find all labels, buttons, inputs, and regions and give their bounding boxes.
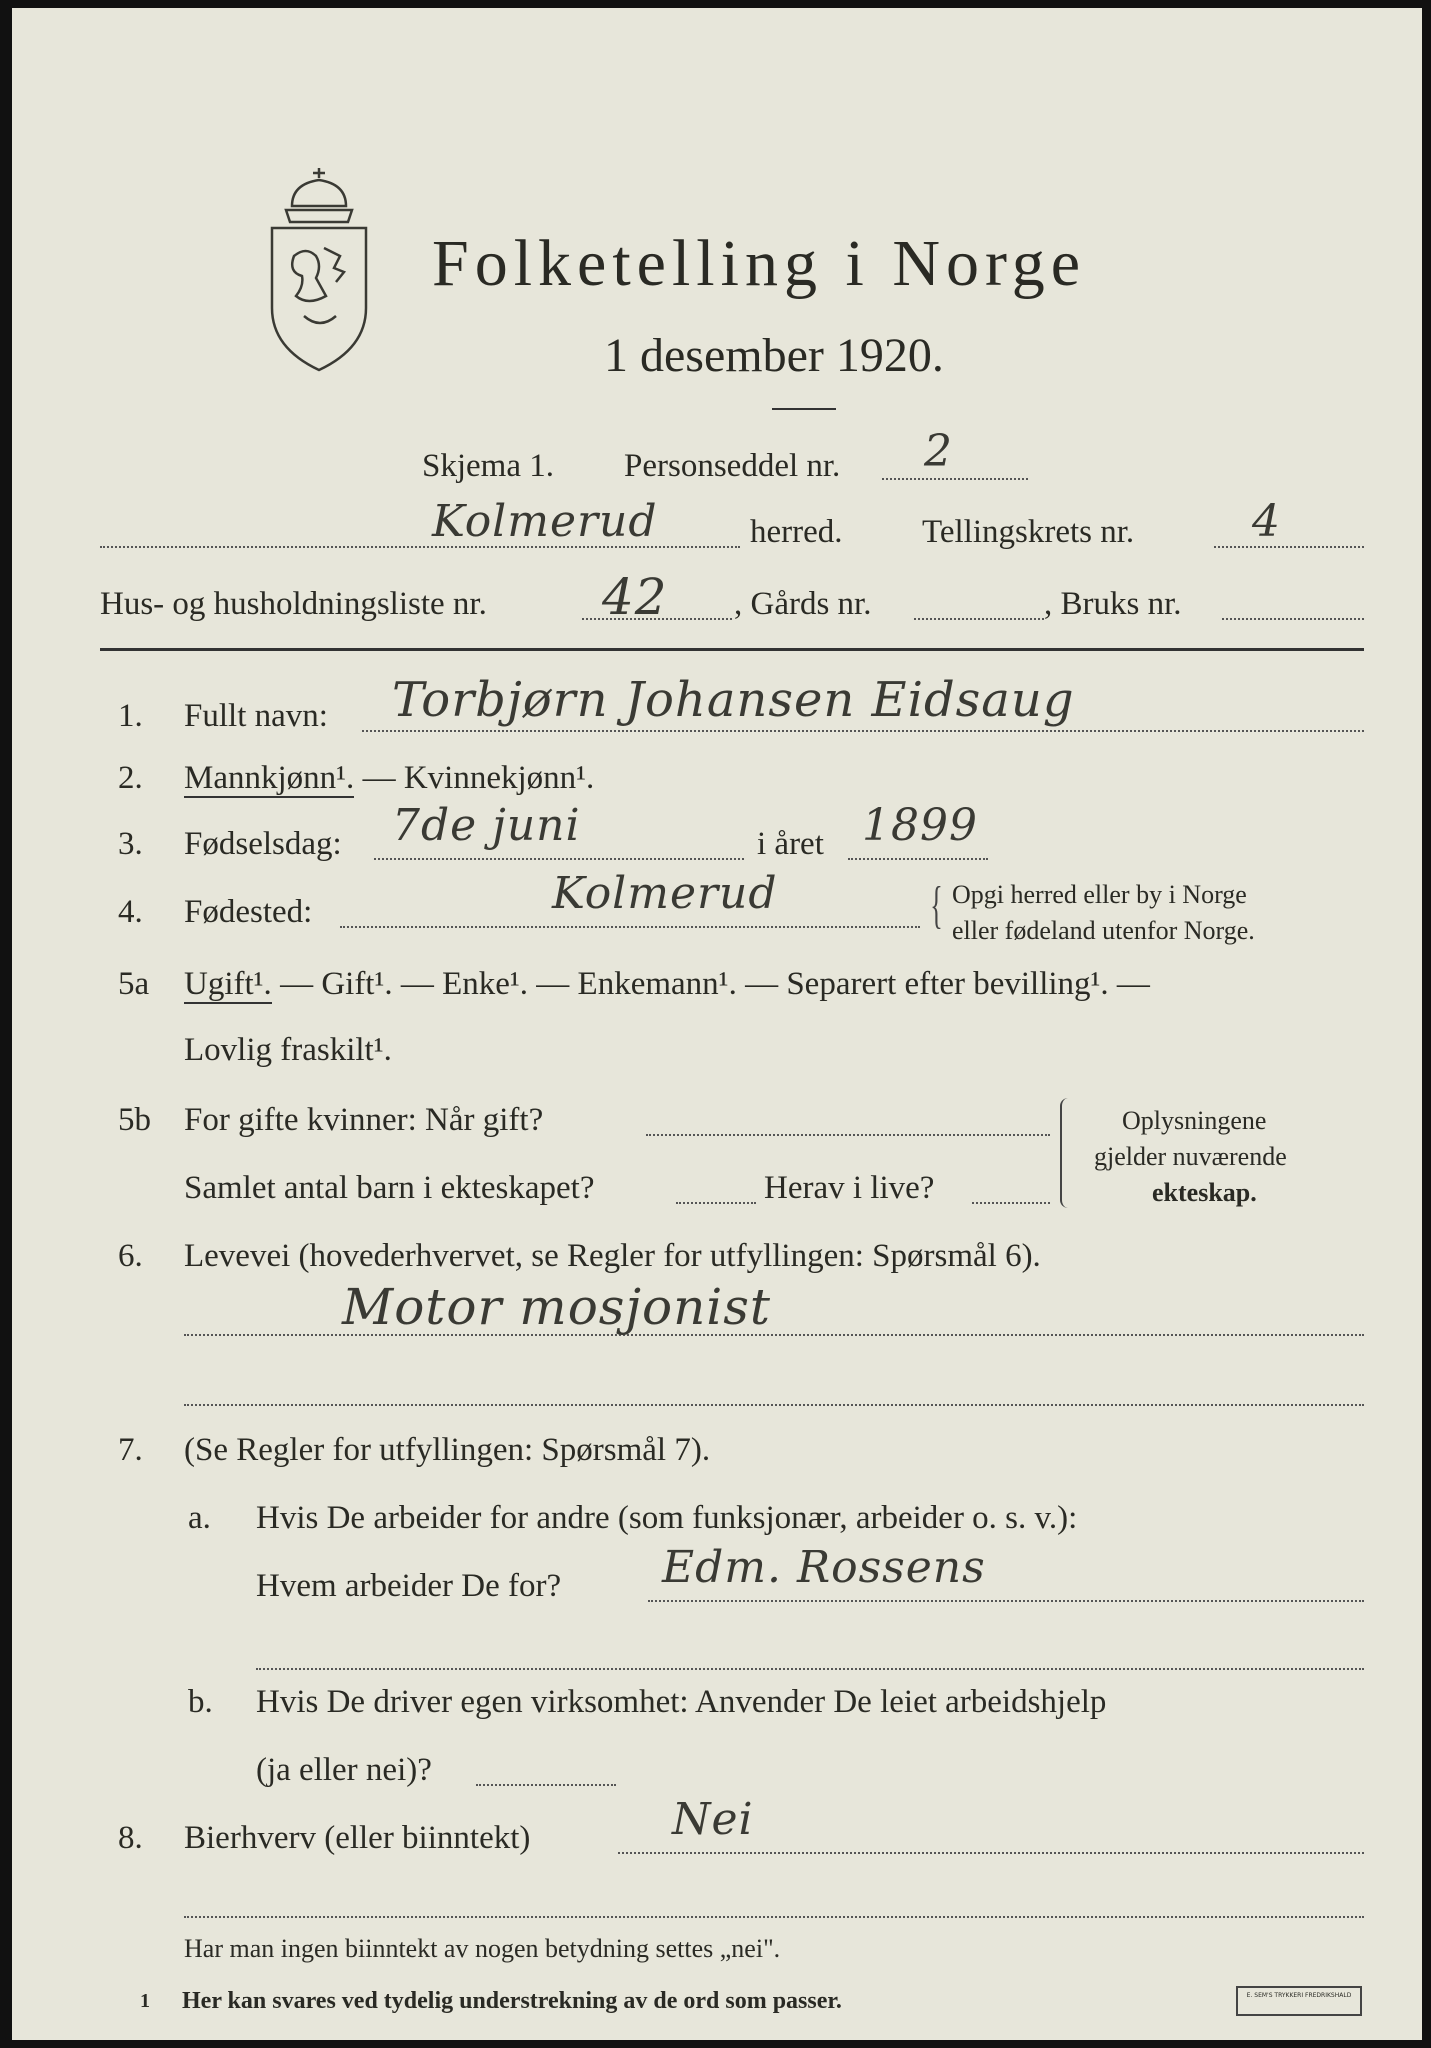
gender-male[interactable]: Mannkjønn¹. — [184, 760, 355, 796]
printer-stamp-text: E. SEM'S TRYKKERI FREDRIKSHALD — [1246, 1992, 1352, 1999]
q3-label: Fødselsdag: — [184, 826, 342, 862]
gards-field[interactable] — [914, 618, 1044, 620]
q7a-employer-label: Hvem arbeider De for? — [256, 1568, 562, 1604]
q5b-married-when-label: For gifte kvinner: Når gift? — [184, 1102, 544, 1138]
footnote-text: Her kan svares ved tydelig understrekning av de ord som passer. — [182, 1988, 842, 2014]
tellingskrets-field[interactable] — [1214, 546, 1364, 548]
occupation-value: Motor mosjonist — [342, 1278, 772, 1336]
year-label: i året — [757, 826, 824, 862]
marriage-note-1: Oplysningene — [1122, 1106, 1267, 1135]
gender-options — [184, 760, 594, 797]
side-income-field[interactable] — [618, 1852, 1364, 1854]
husholdningsliste-value: 42 — [602, 568, 668, 626]
brace: { — [930, 877, 943, 934]
q6-label: Levevei (hovederhvervet, se Regler for utfyllingen: Spørsmål 6). — [184, 1238, 1041, 1274]
birthplace-field[interactable] — [340, 926, 920, 928]
q7a-label: Hvis De arbeider for andre (som funksjonær, arbeider o. s. v.): — [256, 1500, 1078, 1536]
marital-ugift[interactable]: Ugift¹. — [184, 966, 272, 1002]
marriage-note-2: gjelder nuværende — [1094, 1142, 1287, 1171]
birth-day-value: 7de juni — [392, 800, 581, 851]
side-income-field-2[interactable] — [184, 1916, 1364, 1918]
q5a-number: 5a — [118, 966, 150, 1002]
census-form — [12, 8, 1422, 2040]
q7-number: 7. — [118, 1432, 143, 1468]
q8-number: 8. — [118, 1820, 143, 1856]
birth-year-value: 1899 — [862, 800, 978, 851]
birth-year-field[interactable] — [848, 858, 988, 860]
full-name-value: Torbjørn Johansen Eidsaug — [392, 672, 1075, 728]
q5b-number: 5b — [118, 1102, 151, 1138]
birth-day-field[interactable] — [374, 858, 744, 860]
schema-label: Skjema 1. — [422, 448, 554, 484]
birthplace-value: Kolmerud — [552, 868, 778, 919]
personseddel-value: 2 — [924, 426, 953, 477]
employer-field[interactable] — [648, 1600, 1364, 1602]
q7b-yesno-label: (ja eller nei)? — [256, 1752, 432, 1788]
marriage-note-3: ekteskap. — [1152, 1178, 1257, 1207]
herred-label: herred. — [750, 514, 843, 550]
personseddel-field[interactable] — [882, 478, 1028, 480]
q1-label: Fullt navn: — [184, 698, 328, 734]
q5b-alive-label: Herav i live? — [764, 1170, 935, 1206]
tellingskrets-value: 4 — [1252, 496, 1281, 547]
bracket — [1060, 1098, 1072, 1208]
footnote-mark: 1 — [140, 1990, 150, 2012]
q3-number: 3. — [118, 826, 143, 862]
side-income-value: Nei — [672, 1794, 754, 1845]
q7b-letter: b. — [188, 1684, 213, 1720]
q4-label: Fødested: — [184, 894, 313, 930]
census-date: 1 desember 1920. — [604, 329, 944, 382]
gender-separator: — — [354, 760, 404, 796]
header-rule — [100, 648, 1364, 651]
title-divider — [772, 408, 836, 410]
bruks-field[interactable] — [1222, 618, 1364, 620]
q8-label: Bierhverv (eller biinntekt) — [184, 1820, 531, 1856]
q7a-letter: a. — [188, 1500, 211, 1536]
q5b-children-label: Samlet antal barn i ekteskapet? — [184, 1170, 595, 1206]
birthplace-note-2: eller fødeland utenfor Norge. — [952, 916, 1255, 945]
personseddel-label: Personseddel nr. — [624, 448, 841, 484]
children-field[interactable] — [676, 1202, 756, 1204]
birthplace-note-1: Opgi herred eller by i Norge — [952, 880, 1247, 909]
full-name-field[interactable] — [362, 730, 1364, 732]
form-title: Folketelling i Norge — [432, 227, 1087, 300]
employer-value: Edm. Rossens — [662, 1542, 986, 1593]
q6-number: 6. — [118, 1238, 143, 1274]
q7-label: (Se Regler for utfyllingen: Spørsmål 7). — [184, 1432, 711, 1468]
gender-female[interactable]: Kvinnekjønn¹. — [403, 760, 595, 796]
married-when-field[interactable] — [646, 1134, 1050, 1136]
children-alive-field[interactable] — [972, 1202, 1050, 1204]
printer-stamp — [1236, 1986, 1362, 2016]
q4-number: 4. — [118, 894, 143, 930]
tellingskrets-label: Tellingskrets nr. — [922, 514, 1135, 550]
q7b-label: Hvis De driver egen virksomhet: Anvender De leiet arbeidshjelp — [256, 1684, 1107, 1720]
coat-of-arms-icon — [264, 166, 374, 374]
footer-note: Har man ingen biinntekt av nogen betydning settes „nei". — [184, 1934, 781, 1963]
q2-number: 2. — [118, 760, 143, 796]
bruks-label: , Bruks nr. — [1044, 586, 1182, 622]
occupation-field-2[interactable] — [184, 1404, 1364, 1406]
employer-field-2[interactable] — [256, 1668, 1364, 1670]
husholdningsliste-label: Hus- og husholdningsliste nr. — [100, 586, 487, 622]
marital-status-options — [184, 966, 1150, 1003]
gards-label: , Gårds nr. — [734, 586, 872, 622]
marital-fraskilt: Lovlig fraskilt¹. — [184, 1032, 392, 1068]
hired-help-field[interactable] — [476, 1784, 616, 1786]
herred-value: Kolmerud — [432, 496, 658, 547]
q1-number: 1. — [118, 698, 143, 734]
marital-other-options: — Gift¹. — Enke¹. — Enkemann¹. — Separert efter bevilling¹. — — [271, 966, 1150, 1002]
